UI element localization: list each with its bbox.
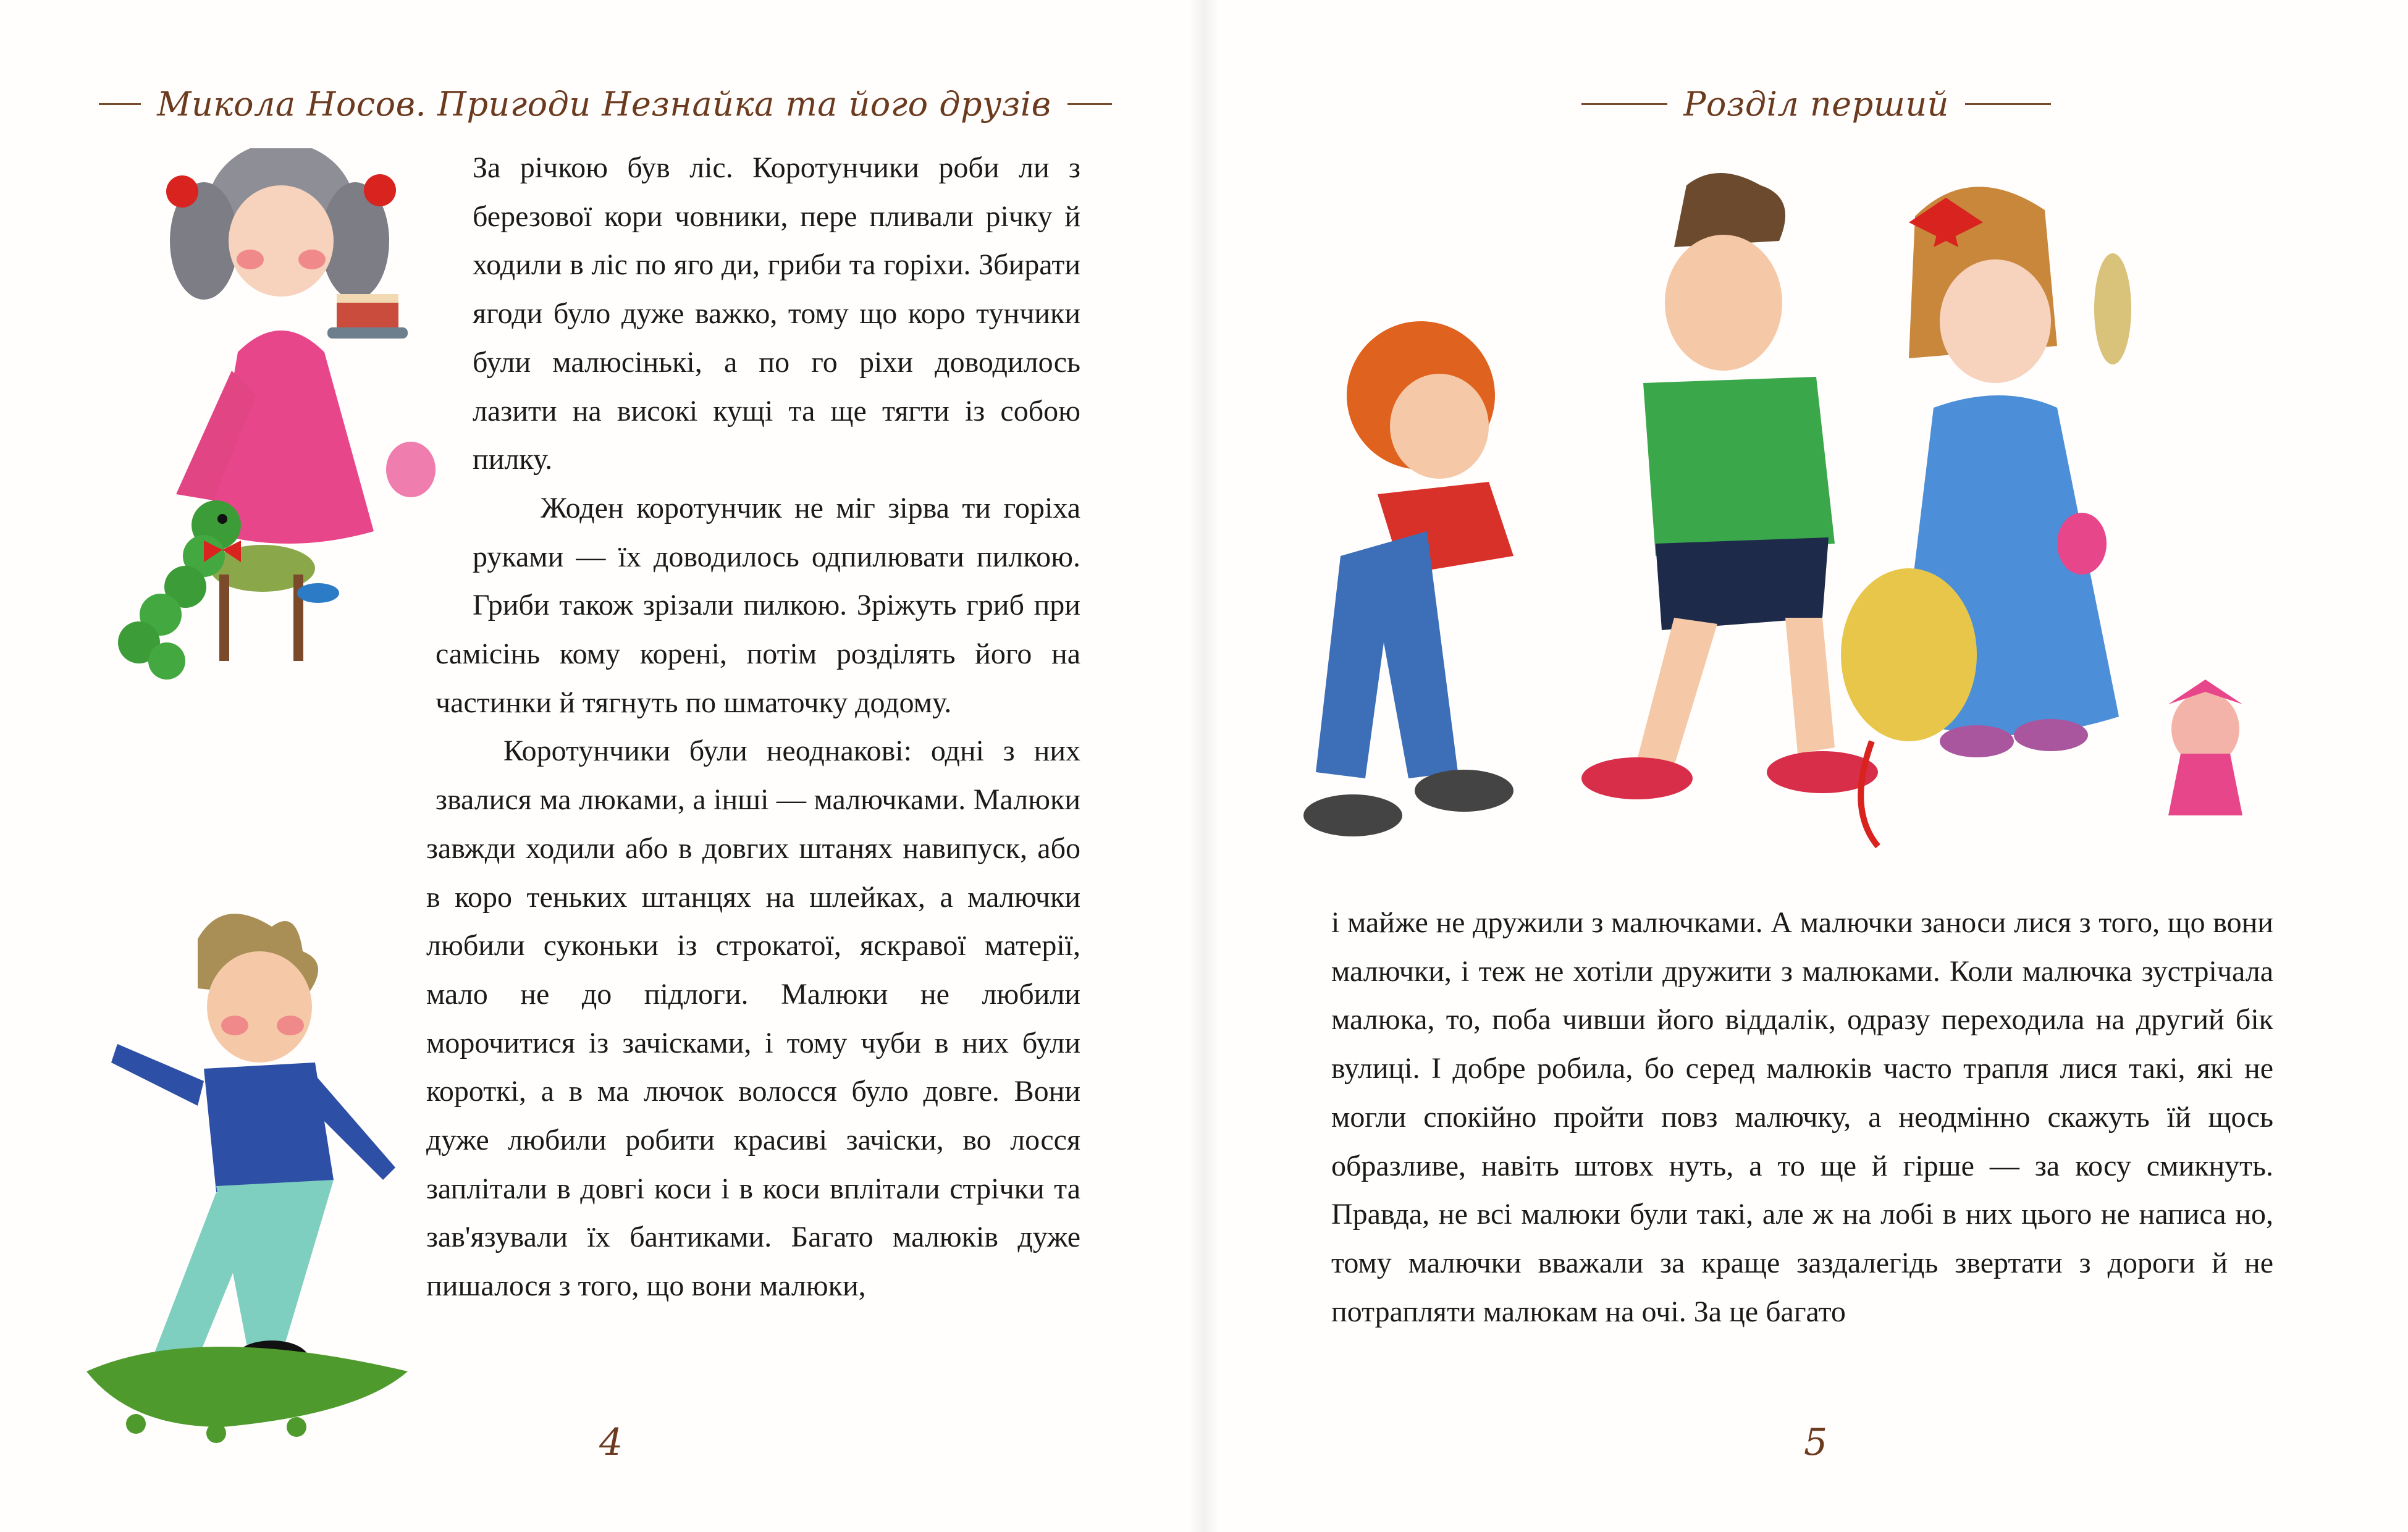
text-line: За річкою був ліс. Коротунчики роби — [473, 151, 1000, 184]
left-page-body-text — [127, 144, 1080, 1442]
ornament-rule — [1965, 103, 2051, 105]
text-line: ди, гриби та горіхи. Збирати ягоди — [473, 248, 1081, 330]
text-line: з малюками. Коли малючка зустрічала малюка, то, поба — [1331, 954, 2274, 1037]
right-page-body-text — [1331, 899, 2273, 1336]
text-line: но, тому малючки вважали за краще заздалегідь звертати — [1331, 1198, 2274, 1279]
right-page — [1204, 0, 2408, 1532]
text-line: лися з того, що вони малючки, і теж не хотіли дружити — [1331, 906, 2273, 988]
ornament-rule — [1067, 103, 1112, 105]
book-gutter — [1189, 0, 1219, 1532]
text-line: лосся заплітали в довгі коси і в коси — [426, 1124, 1081, 1205]
text-line: одпилювати пилкою. Гриби також — [473, 540, 1080, 622]
text-line: нуть, а то ще й гірше — за косу смикнуть. Правда, не всі — [1331, 1149, 2274, 1231]
text-line: любили суконьки із строкатої, яскравої — [426, 929, 985, 962]
running-head-right — [1581, 79, 2051, 128]
text-line: ли з березової кори човники, пере — [473, 151, 1081, 233]
text-line: Коротунчики були неоднакові: одні з них звалися ма — [436, 734, 1080, 817]
page-number-left: 4 — [599, 1421, 623, 1464]
text-line: теньких штанцях на шлейках, а малючки — [526, 880, 1081, 914]
text-wrap-spacer — [127, 144, 473, 586]
text-line: люками, а інші — малючками. Малюки завжди ходили — [426, 783, 1081, 865]
text-line: чивши його віддалік, одразу переходила на другий бік — [1562, 1003, 2274, 1037]
book-title-header: Микола Носов. Пригоди Незнайка та його друзів — [157, 84, 1051, 124]
text-line: по шматочку додому. — [685, 686, 952, 719]
text-line: вулиці. І добре робила, бо серед малюків часто трапля — [1331, 1052, 2049, 1085]
text-line: і тому чуби в них були короткі, а в ма — [426, 1026, 1081, 1108]
text-line: кущі та ще тягти із собою пилку. — [473, 394, 1081, 476]
right-paragraph — [1331, 899, 2273, 1336]
text-line: ріхи доводилось лазити на високі — [473, 345, 1080, 427]
text-line: лися такі, які не могли спокійно пройти повз малючку, — [1331, 1052, 2273, 1134]
text-line: ти горіха руками — їх доводилось — [473, 491, 1080, 573]
page-number-right: 5 — [1804, 1421, 1828, 1464]
left-paragraph-3 — [127, 727, 1080, 1310]
text-line: а неодмінно скажуть їй щось образливе, навіть штовх — [1331, 1100, 2274, 1182]
text-line: кому корені, потім розділять його на частинки й тягнуть — [436, 638, 1080, 719]
running-head-left — [99, 79, 1112, 128]
ornament-rule — [1581, 103, 1667, 105]
text-line: з дороги й не потрапляти малюкам на очі. За це багато — [1331, 1246, 2274, 1328]
text-line: малюки були такі, але ж на лобі в них цього не написа — [1521, 1198, 2226, 1231]
text-line: або в довгих штанях навипуск, або в коро — [426, 831, 1081, 914]
text-line: лючок волосся було довге. Вони дуже — [426, 1075, 1081, 1157]
chapter-title-header: Розділ перший — [1683, 84, 1949, 124]
ornament-rule — [99, 103, 141, 105]
children-scene-illustration — [1291, 161, 2280, 865]
text-line: не любили морочитися із зачісками, — [426, 977, 1080, 1059]
text-line: було дуже важко, тому що коро — [553, 297, 966, 330]
text-line: пливали річку й ходили в ліс по яго — [473, 200, 1081, 282]
text-line: вплітали стрічки та зав'язували їх — [426, 1172, 1081, 1254]
text-line: матерії, мало не до підлоги. Малюки — [426, 929, 1080, 1011]
text-line: зрізали пилкою. Зріжуть гриб при самісінь — [436, 589, 1080, 671]
text-wrap-spacer — [127, 825, 426, 1442]
text-line: пишалося з того, що вони малюки, — [426, 1269, 866, 1303]
text-line: тунчики були малюсінькі, а по го — [473, 297, 1081, 379]
text-line: любили робити красиві зачіски, во — [508, 1124, 991, 1157]
text-line: Жоден коротунчик не міг зірва — [541, 491, 949, 524]
text-line: бантиками. Багато малюків дуже — [629, 1221, 1081, 1254]
text-line: і майже не дружили з малючками. А малючки заноси — [1331, 906, 2006, 939]
text-wrap-spacer — [127, 586, 436, 780]
